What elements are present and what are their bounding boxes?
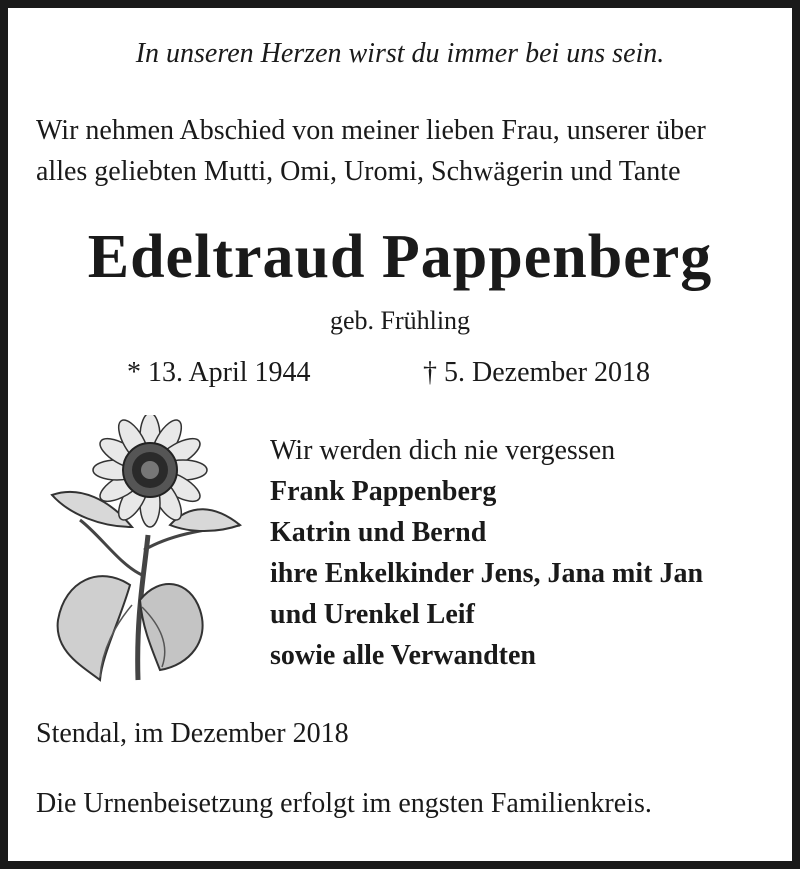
- family-line: sowie alle Verwandten: [270, 640, 536, 671]
- family-line: Frank Pappenberg: [270, 476, 497, 507]
- intro-line: Wir nehmen Abschied von meiner lieben Frau, unserer über: [36, 115, 706, 146]
- burial-note: Die Urnenbeisetzung erfolgt im engsten Familienkreis.: [36, 788, 652, 819]
- sunflower-icon: [40, 415, 255, 690]
- death-date: † 5. Dezember 2018: [423, 357, 651, 388]
- motto: In unseren Herzen wirst du immer bei uns sein.: [135, 38, 665, 69]
- family-line: ihre Enkelkinder Jens, Jana mit Jan: [270, 558, 704, 589]
- family-line: und Urenkel Leif: [270, 599, 475, 630]
- intro-line: alles geliebten Mutti, Omi, Uromi, Schwägerin und Tante: [36, 156, 681, 187]
- birth-date: * 13. April 1944: [127, 357, 311, 388]
- family-list: [270, 430, 703, 676]
- intro-text: [36, 110, 706, 192]
- deceased-name: Edeltraud Pappenberg: [87, 223, 713, 291]
- family-line: Katrin und Bernd: [270, 517, 487, 548]
- birth-name: geb. Frühling: [329, 306, 471, 335]
- place-date: Stendal, im Dezember 2018: [36, 718, 349, 749]
- family-line: Wir werden dich nie vergessen: [270, 435, 616, 466]
